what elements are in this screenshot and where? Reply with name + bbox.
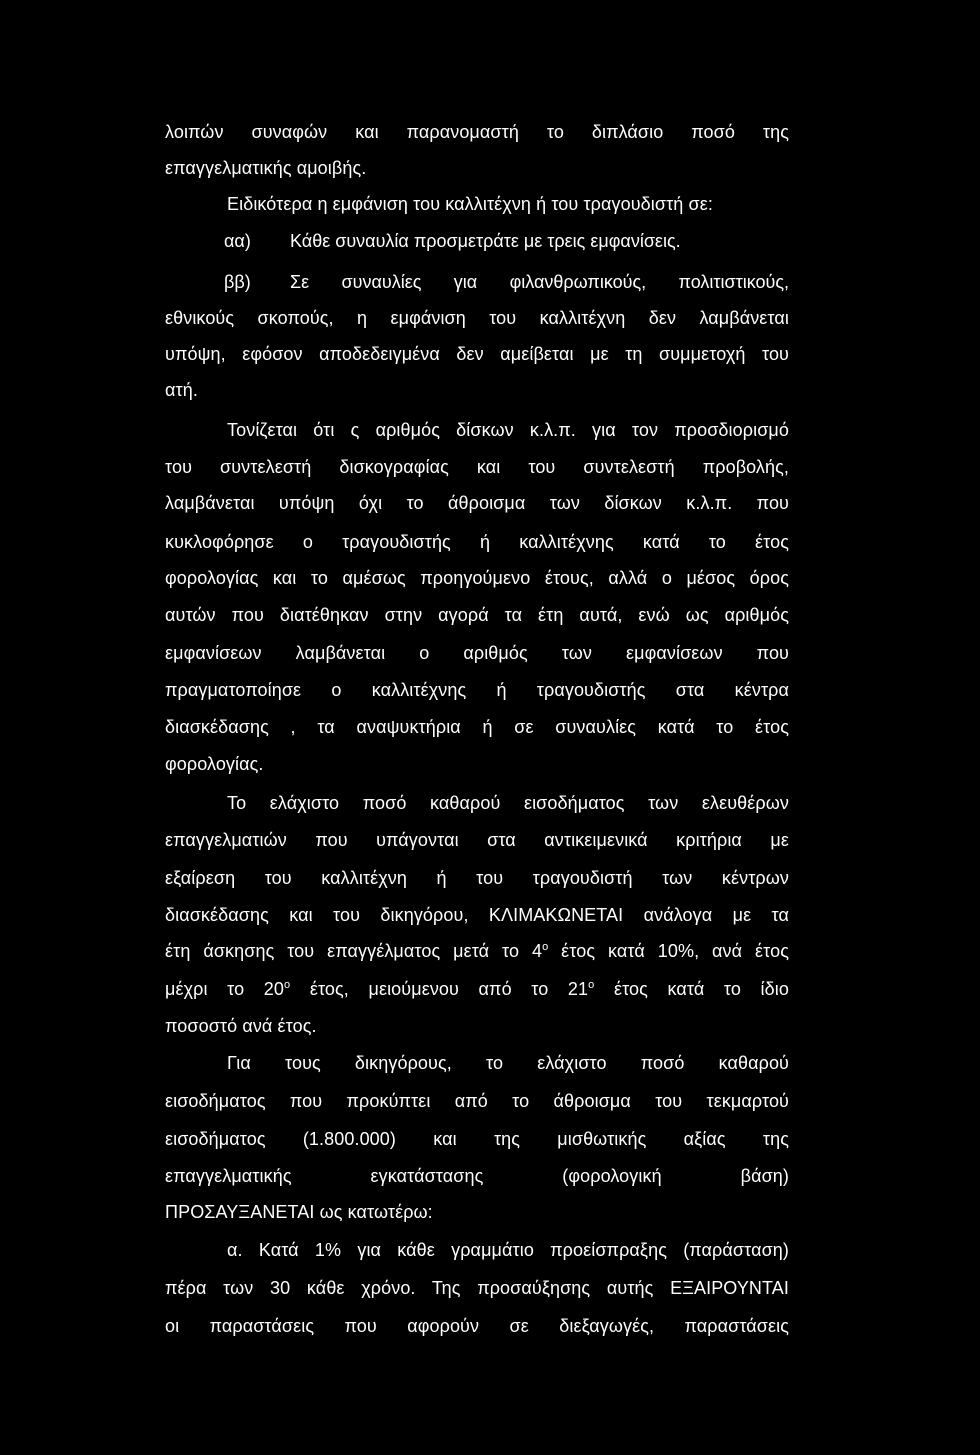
- text-run: έτος κατά το ίδιο: [594, 979, 789, 999]
- text-line: [165, 939, 789, 963]
- text-line: του συντελεστή δισκογραφίας και του συντελεστή προβολής,: [165, 457, 789, 477]
- text-line: Για τους δικηγόρους, το ελάχιστο ποσό καθαρού: [227, 1053, 789, 1073]
- list-item-text: Σε συναυλίες για φιλανθρωπικούς, πολιτιστικούς,: [290, 272, 789, 292]
- text-line: Ειδικότερα η εμφάνιση του καλλιτέχνη ή του τραγουδιστή σε:: [227, 194, 713, 214]
- text-line: διασκέδασης και του δικηγόρου, ΚΛΙΜΑΚΩΝΕΤΑΙ ανάλογα με τα: [165, 905, 789, 925]
- text-line: επαγγελματικής αμοιβής.: [165, 158, 367, 178]
- text-line: πέρα των 30 κάθε χρόνο. Της προσαύξησης αυτής ΕΞΑΙΡΟΥΝΤΑΙ: [165, 1278, 789, 1298]
- text-run: έτος, μειούμενου από το 21: [290, 979, 589, 999]
- text-line: εισοδήματος (1.800.000) και της μισθωτικής αξίας της: [165, 1129, 789, 1149]
- text-line: εξαίρεση του καλλιτέχνη ή του τραγουδιστή των κέντρων: [165, 868, 789, 888]
- text-run: μέχρι το 20: [165, 979, 285, 999]
- list-marker: ββ): [224, 272, 251, 292]
- text-run: έτη άσκησης του επαγγέλματος μετά το 4: [165, 941, 543, 961]
- text-line: εθνικούς σκοπούς, η εμφάνιση του καλλιτέχνη δεν λαμβάνεται: [165, 308, 789, 328]
- text-line: [165, 977, 789, 1001]
- text-line: επαγγελματικής εγκατάστασης (φορολογική βάση): [165, 1166, 789, 1186]
- superscript: ο: [542, 941, 549, 953]
- text-line: ποσοστό ανά έτος.: [165, 1016, 317, 1036]
- list-marker: αα): [224, 231, 251, 251]
- text-line: εισοδήματος που προκύπτει από το άθροισμα του τεκμαρτού: [165, 1091, 789, 1111]
- text-line: αυτών που διατέθηκαν στην αγορά τα έτη αυτά, ενώ ως αριθμός: [165, 605, 789, 625]
- text-line: επαγγελματιών που υπάγονται στα αντικειμενικά κριτήρια με: [165, 830, 789, 850]
- text-line: ΠΡΟΣΑΥΞΑΝΕΤΑΙ ως κατωτέρω:: [165, 1202, 433, 1222]
- superscript: ο: [588, 979, 595, 991]
- text-line: κυκλοφόρησε ο τραγουδιστής ή καλλιτέχνης κατά το έτος: [165, 532, 789, 552]
- text-run: έτος κατά 10%, ανά έτος: [548, 941, 789, 961]
- text-line: φορολογίας.: [165, 754, 264, 774]
- text-line: οι παραστάσεις που αφορούν σε διεξαγωγές, παραστάσεις: [165, 1316, 789, 1336]
- text-line: Τονίζεται ότι ς αριθμός δίσκων κ.λ.π. για τον προσδιορισμό: [227, 420, 789, 440]
- text-line: διασκέδασης , τα αναψυκτήρια ή σε συναυλίες κατά το έτος: [165, 717, 789, 737]
- text-line: πραγματοποίησε ο καλλιτέχνης ή τραγουδιστής στα κέντρα: [165, 680, 789, 700]
- list-item-text: Κάθε συναυλία προσμετράτε με τρεις εμφανίσεις.: [290, 231, 681, 251]
- text-line: λοιπών συναφών και παρανομαστή το διπλάσιο ποσό της: [165, 122, 789, 142]
- text-line: φορολογίας και το αμέσως προηγούμενο έτους, αλλά ο μέσος όρος: [165, 568, 789, 588]
- superscript: ο: [284, 979, 291, 991]
- text-line: Το ελάχιστο ποσό καθαρού εισοδήματος των ελευθέρων: [227, 793, 789, 813]
- text-line: εμφανίσεων λαμβάνεται ο αριθμός των εμφανίσεων που: [165, 643, 789, 663]
- text-line: α. Κατά 1% για κάθε γραμμάτιο προείσπραξης (παράσταση): [227, 1240, 789, 1260]
- text-line: υπόψη, εφόσον αποδεδειγμένα δεν αμείβεται με τη συμμετοχή του: [165, 344, 789, 364]
- text-line: ατή.: [165, 380, 198, 400]
- text-line: λαμβάνεται υπόψη όχι το άθροισμα των δίσκων κ.λ.π. που: [165, 493, 789, 513]
